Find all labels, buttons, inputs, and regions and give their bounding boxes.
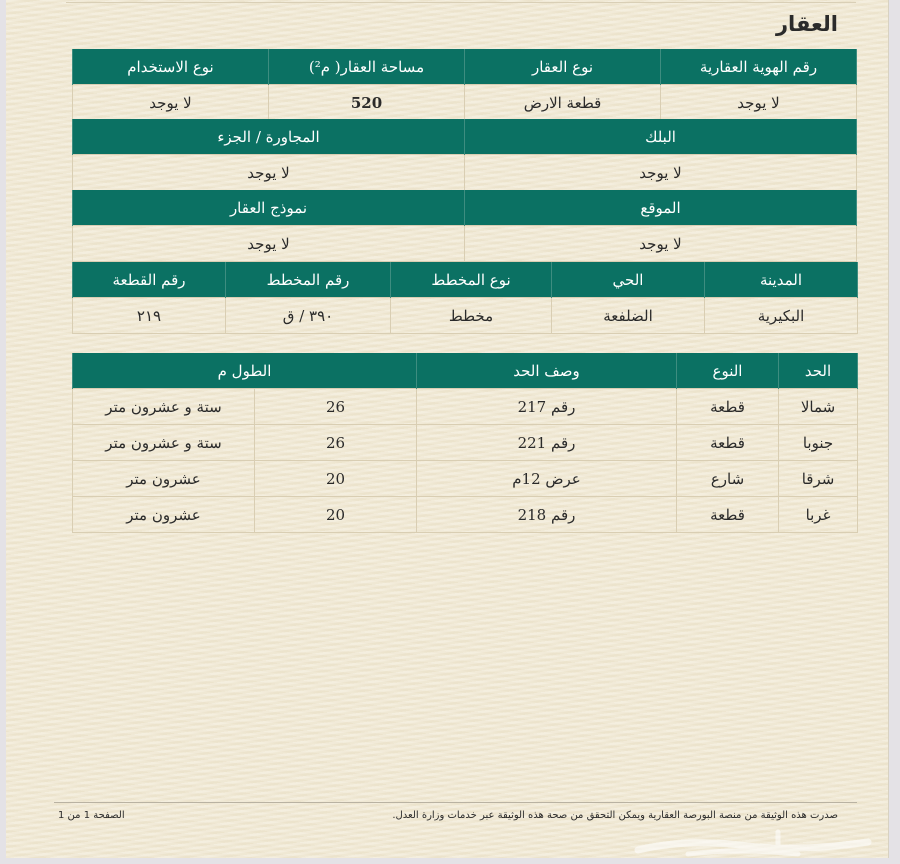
table-row — [73, 425, 858, 461]
value-neighborhood-part: لا يوجد — [73, 155, 465, 191]
footer-verification-note: صدرت هذه الوثيقة من منصة البورصة العقارية ويمكن التحقق من صحة هذه الوثيقة عبر خدمات وزارة العدل. — [392, 810, 838, 821]
table-header-row — [73, 353, 858, 389]
cell-length: 20 — [255, 461, 417, 497]
header-usage-type: نوع الاستخدام — [73, 49, 269, 85]
value-block: لا يوجد — [465, 155, 857, 191]
header-boundary-type: النوع — [677, 353, 779, 389]
footer-divider — [54, 802, 857, 803]
cell-length: 26 — [255, 425, 417, 461]
cell-description: عرض 12م — [417, 461, 677, 497]
header-length: الطول م — [73, 353, 417, 389]
cell-side: شمالا — [779, 389, 858, 425]
page-number: الصفحة 1 من 1 — [58, 810, 125, 821]
header-property-type: نوع العقار — [465, 49, 661, 85]
header-side: الحد — [779, 353, 858, 389]
value-plan-number: ٣٩٠ / ق — [226, 298, 391, 334]
cell-side: شرقا — [779, 461, 858, 497]
table-row — [73, 389, 858, 425]
cell-length: 26 — [255, 389, 417, 425]
header-plan-type: نوع المخطط — [391, 262, 552, 298]
boundaries-table — [72, 353, 858, 533]
table-row — [73, 155, 857, 191]
value-plot-number: ٢١٩ — [73, 298, 226, 334]
cell-type: قطعة — [677, 425, 779, 461]
cell-length-text: عشرون متر — [73, 461, 255, 497]
document-page — [6, 0, 889, 858]
cell-description: رقم 218 — [417, 497, 677, 533]
property-info-table — [72, 49, 857, 121]
location-info-table — [72, 190, 857, 262]
previous-table-edge — [66, 0, 856, 3]
header-property-area: مساحة العقار( م²) — [269, 49, 465, 85]
header-boundary-description: وصف الحد — [417, 353, 677, 389]
cell-type: قطعة — [677, 389, 779, 425]
header-neighborhood-part: المجاورة / الجزء — [73, 119, 465, 155]
cell-side: جنوبا — [779, 425, 858, 461]
header-plan-number: رقم المخطط — [226, 262, 391, 298]
block-info-table — [72, 119, 857, 191]
header-property-id: رقم الهوية العقارية — [661, 49, 857, 85]
watermark-logo-icon — [628, 828, 878, 858]
value-city: البكيرية — [705, 298, 858, 334]
table-row — [73, 226, 857, 262]
value-property-area: 520 — [269, 85, 465, 121]
table-header-row — [73, 119, 857, 155]
table-header-row — [73, 49, 857, 85]
cell-type: شارع — [677, 461, 779, 497]
cell-length: 20 — [255, 497, 417, 533]
table-header-row — [73, 262, 858, 298]
cell-description: رقم 221 — [417, 425, 677, 461]
cell-description: رقم 217 — [417, 389, 677, 425]
cell-length-text: عشرون متر — [73, 497, 255, 533]
plan-info-table — [72, 262, 858, 334]
cell-side: غربا — [779, 497, 858, 533]
header-property-model: نموذج العقار — [73, 190, 465, 226]
table-header-row — [73, 190, 857, 226]
header-district: الحي — [552, 262, 705, 298]
header-plot-number: رقم القطعة — [73, 262, 226, 298]
cell-length-text: ستة و عشرون متر — [73, 425, 255, 461]
value-usage-type: لا يوجد — [73, 85, 269, 121]
value-property-id: لا يوجد — [661, 85, 857, 121]
header-location: الموقع — [465, 190, 857, 226]
table-row — [73, 85, 857, 121]
section-title: العقار — [775, 12, 838, 36]
value-plan-type: مخطط — [391, 298, 552, 334]
header-block: البلك — [465, 119, 857, 155]
value-property-type: قطعة الارض — [465, 85, 661, 121]
value-property-model: لا يوجد — [73, 226, 465, 262]
cell-length-text: ستة و عشرون متر — [73, 389, 255, 425]
value-district: الضلفعة — [552, 298, 705, 334]
table-row — [73, 461, 858, 497]
table-row — [73, 497, 858, 533]
header-city: المدينة — [705, 262, 858, 298]
value-location: لا يوجد — [465, 226, 857, 262]
cell-type: قطعة — [677, 497, 779, 533]
table-row — [73, 298, 858, 334]
